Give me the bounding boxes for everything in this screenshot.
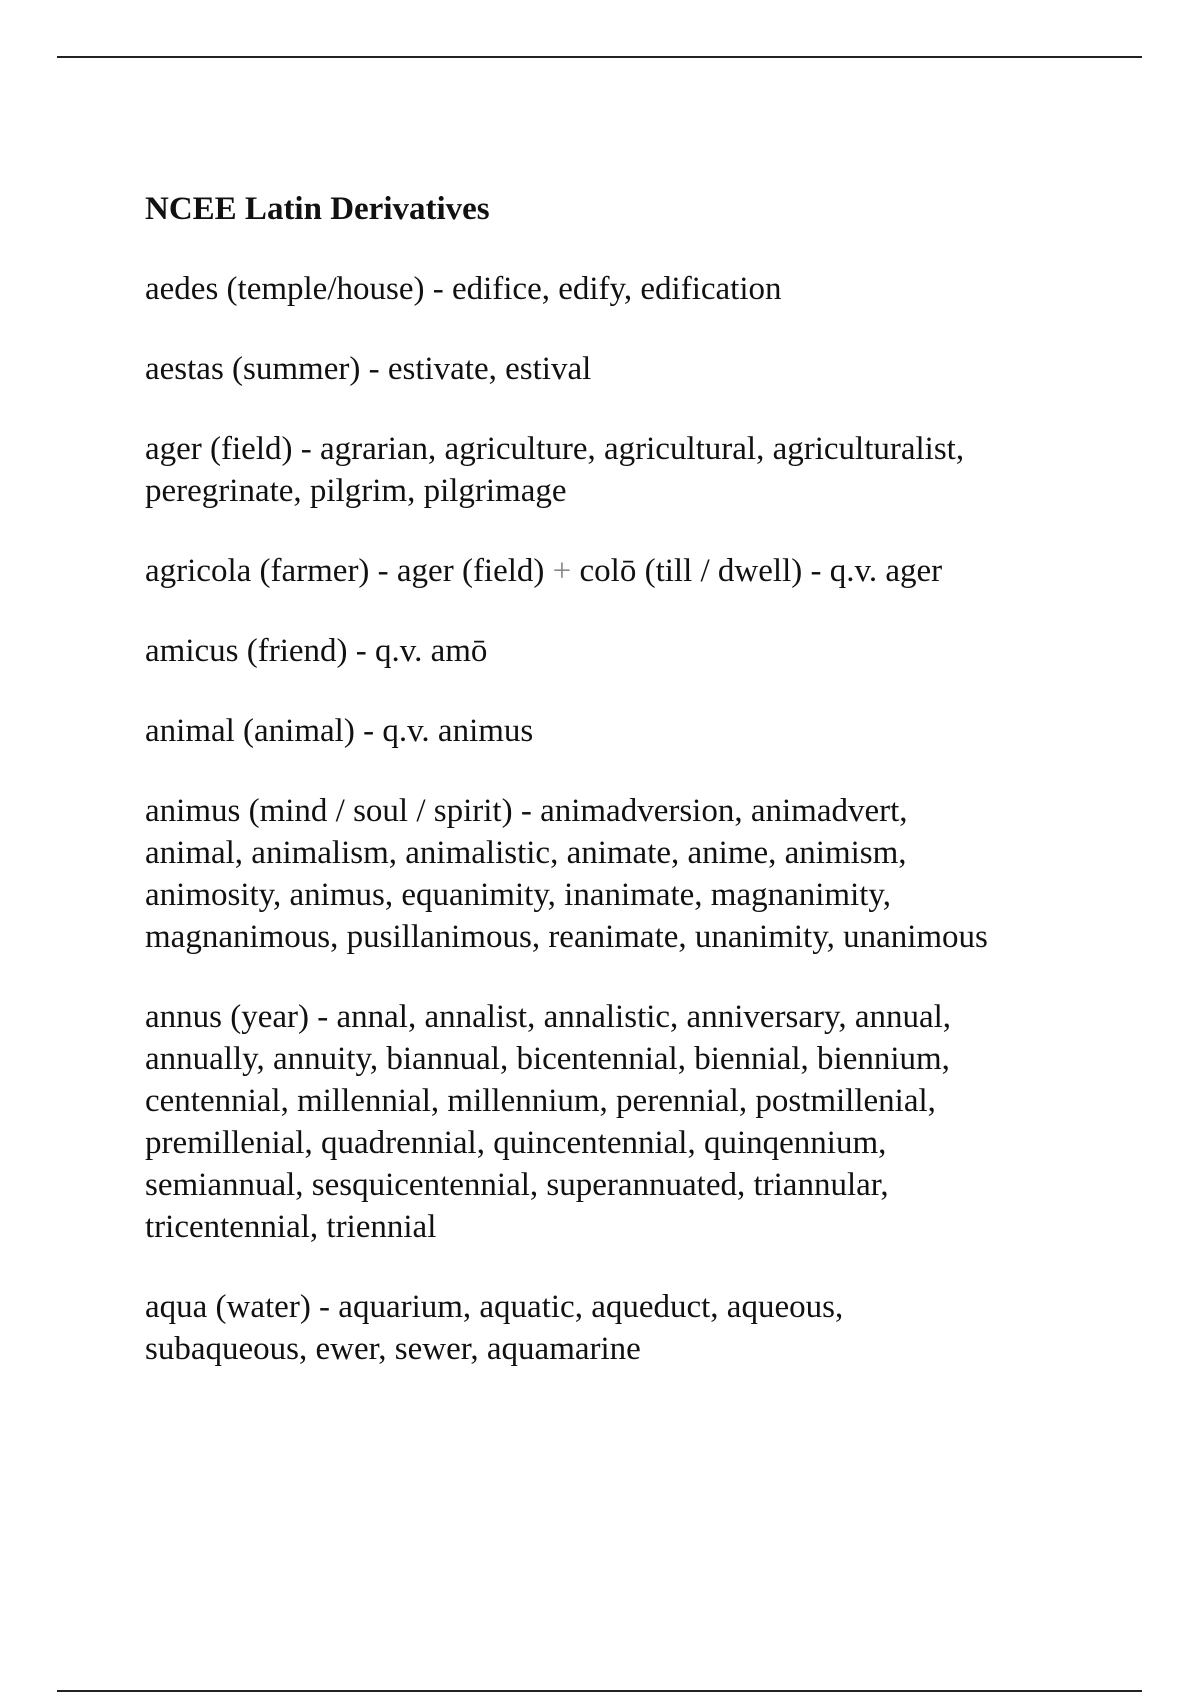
entry-line: centennial, millennial, millennium, perennial, postmillenial,	[145, 1083, 936, 1119]
entry-line	[145, 550, 1105, 592]
entry-line: animal (animal) - q.v. animus	[145, 713, 534, 749]
entry-line: aedes (temple/house) - edifice, edify, edification	[145, 271, 782, 307]
entry-line: premillenial, quadrennial, quincentennial, quinqennium,	[145, 1125, 887, 1161]
document-body	[145, 188, 1105, 1408]
bottom-rule	[57, 1690, 1142, 1692]
entry-animus	[145, 790, 1105, 958]
entry-line: animal, animalism, animalistic, animate, anime, animism,	[145, 835, 907, 871]
entry-agricola	[145, 550, 1105, 592]
entry-line: tricentennial, triennial	[145, 1209, 437, 1245]
entry-animal	[145, 710, 1105, 752]
entry-aqua	[145, 1286, 1105, 1370]
top-rule	[57, 56, 1142, 58]
plus-sign: +	[552, 553, 572, 589]
entry-annus	[145, 996, 1105, 1248]
entry-line: annus (year) - annal, annalist, annalistic, anniversary, annual,	[145, 999, 952, 1035]
entry-line: aqua (water) - aquarium, aquatic, aqueduct, aqueous,	[145, 1289, 844, 1325]
entry-line: ager (field) - agrarian, agriculture, agricultural, agriculturalist,	[145, 431, 965, 467]
entry-line: subaqueous, ewer, sewer, aquamarine	[145, 1331, 641, 1367]
entry-line: semiannual, sesquicentennial, superannuated, triannular,	[145, 1167, 889, 1203]
entry-line: magnanimous, pusillanimous, reanimate, unanimity, unanimous	[145, 919, 988, 955]
entry-amicus	[145, 630, 1105, 672]
entry-aestas	[145, 348, 1105, 390]
entry-text: colō (till / dwell) - q.v. ager	[571, 553, 943, 589]
entry-text: agricola (farmer) - ager (field)	[145, 553, 553, 589]
entry-line: peregrinate, pilgrim, pilgrimage	[145, 473, 567, 509]
entry-aedes	[145, 268, 1105, 310]
entry-line: animosity, animus, equanimity, inanimate, magnanimity,	[145, 877, 892, 913]
entry-line: animus (mind / soul / spirit) - animadversion, animadvert,	[145, 793, 908, 829]
entry-line: annually, annuity, biannual, bicentennial, biennial, biennium,	[145, 1041, 950, 1077]
entry-ager	[145, 428, 1105, 512]
entry-line: amicus (friend) - q.v. amō	[145, 633, 488, 669]
entry-line: aestas (summer) - estivate, estival	[145, 351, 592, 387]
page-title: NCEE Latin Derivatives	[145, 191, 490, 227]
